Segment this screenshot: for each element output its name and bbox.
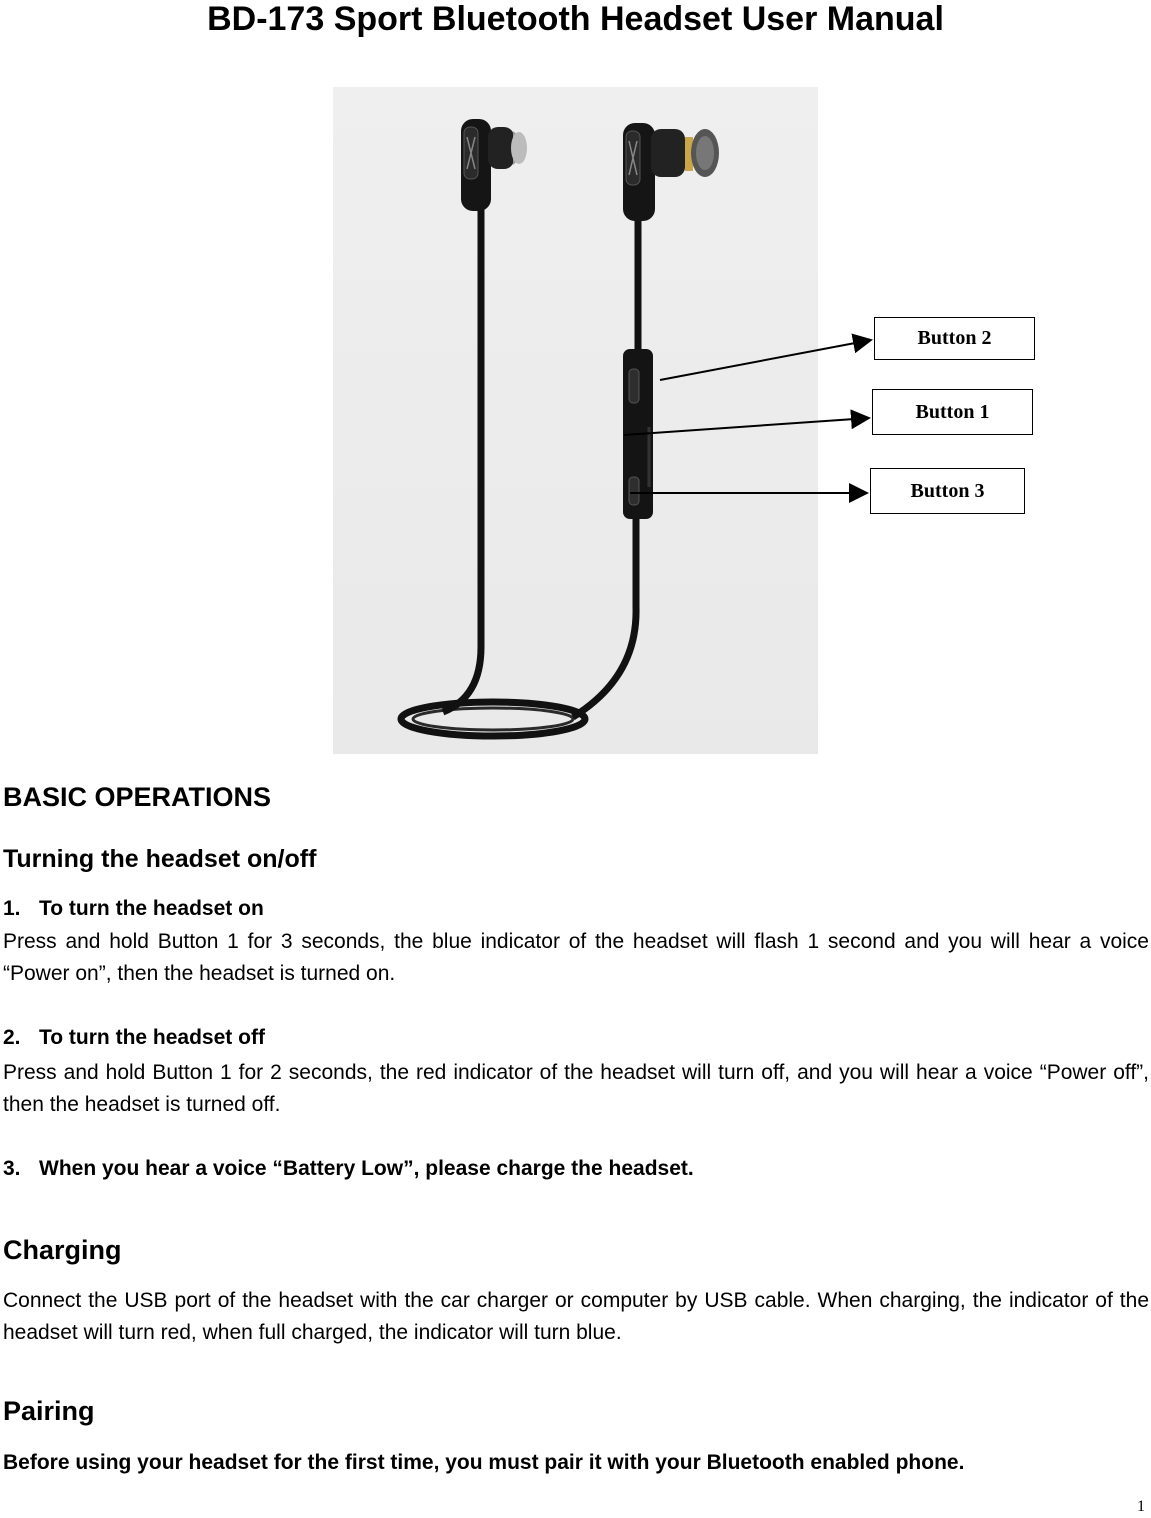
page-number: 1 bbox=[1137, 1498, 1145, 1515]
step-1-title bbox=[3, 897, 264, 921]
section-heading-pairing: Pairing bbox=[3, 1396, 95, 1426]
step-3-number: 3. bbox=[3, 1157, 21, 1180]
step-1-label: To turn the headset on bbox=[39, 897, 264, 920]
section-heading-turning: Turning the headset on/off bbox=[3, 845, 317, 873]
pairing-text: Before using your headset for the first time, you must pair it with your Bluetooth enabled phone. bbox=[3, 1451, 965, 1474]
step-1-text: Press and hold Button 1 for 3 seconds, the blue indicator of the headset will flash 1 second and you will hear a voice “Power on”, then the headset is turned on. bbox=[3, 930, 1149, 985]
document-title: BD-173 Sport Bluetooth Headset User Manual bbox=[207, 0, 944, 38]
step-3-label: When you hear a voice “Battery Low”, please charge the headset. bbox=[39, 1157, 694, 1180]
headset-illustration bbox=[333, 87, 818, 754]
callout-button-3: Button 3 bbox=[870, 468, 1025, 514]
callout-button-2: Button 2 bbox=[874, 317, 1035, 360]
step-2-number: 2. bbox=[3, 1026, 21, 1049]
section-heading-basic-operations: BASIC OPERATIONS bbox=[3, 782, 272, 812]
step-2-label: To turn the headset off bbox=[39, 1026, 265, 1049]
headset-drawing bbox=[333, 87, 818, 754]
step-3-title bbox=[3, 1157, 694, 1181]
charging-text: Connect the USB port of the headset with the car charger or computer by USB cable. When charging, the indicator of the headset will turn red, when full charged, the indicator will turn blue. bbox=[3, 1289, 1149, 1344]
step-1-number: 1. bbox=[3, 897, 21, 920]
step-2-title bbox=[3, 1026, 265, 1050]
step-2-text: Press and hold Button 1 for 2 seconds, the red indicator of the headset will turn off, and you will hear a voice “Power off”, then the headset is turned off. bbox=[3, 1061, 1149, 1116]
section-heading-charging: Charging bbox=[3, 1235, 122, 1265]
callout-button-1: Button 1 bbox=[872, 389, 1033, 435]
